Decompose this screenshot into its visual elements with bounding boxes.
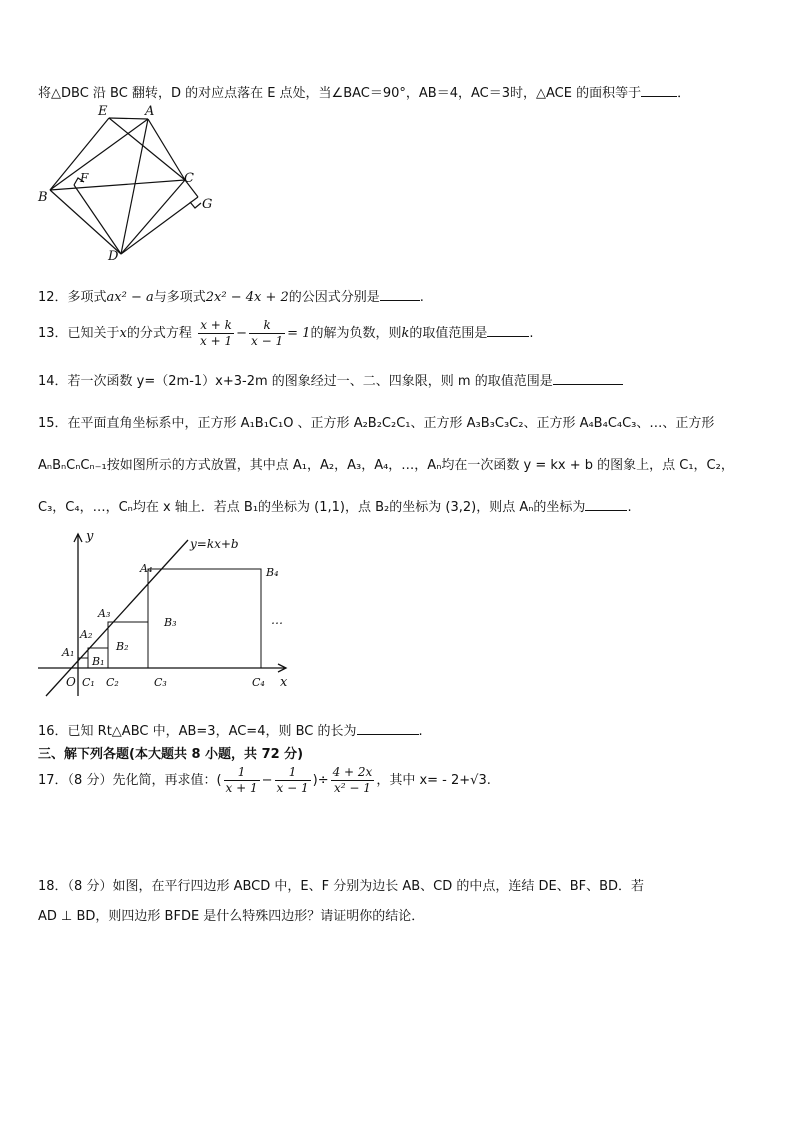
q14-text: 14．若一次函数 y=（2m-1）x+3-2m 的图象经过一、二、四象限，则 m 的取值范围是 xyxy=(38,374,553,389)
q18-text-1: 18．（8 分）如图，在平行四边形 ABCD 中，E、F 分别为边长 AB、CD 的中点，连结 DE、BF、BD．若 xyxy=(38,879,645,894)
q17-fraction-1 xyxy=(224,765,260,796)
q14-answer-blank[interactable] xyxy=(553,383,623,385)
label-b1: B₁ xyxy=(92,655,105,668)
label-b3: B₃ xyxy=(164,616,177,629)
label-origin: O xyxy=(66,675,76,689)
q11-answer-blank[interactable] xyxy=(641,95,677,97)
q13-end: . xyxy=(529,326,534,341)
segment-bd xyxy=(50,190,121,254)
q15-answer-blank[interactable] xyxy=(585,509,627,511)
q13-line xyxy=(38,318,534,349)
q13-post2: 的取值范围是 xyxy=(409,326,488,341)
label-b2: B₂ xyxy=(116,640,129,653)
q17-pre: 17．（8 分）先化简，再求值：( xyxy=(38,773,222,788)
q15-text-3: C₃，C₄，…，Cₙ均在 x 轴上．若点 B₁的坐标为 (1,1)，点 B₂的坐标为 (3,2)，则点 Aₙ的坐标为 xyxy=(38,500,586,515)
q11-text: 将△DBC 沿 BC 翻转，D 的对应点落在 E 点处，当∠BAC＝90°，AB＝4，AC＝3时，△ACE 的面积等于 xyxy=(38,86,642,101)
q17-end: . xyxy=(486,773,491,788)
label-c: C xyxy=(184,171,194,186)
q17-fraction-3-den: x² − 1 xyxy=(334,781,371,795)
q13-fraction-2-den: x − 1 xyxy=(251,334,284,348)
section-3-title: 三、解下列各题(本大题共 8 小题，共 72 分) xyxy=(38,747,304,762)
q13-fraction-2 xyxy=(249,318,285,349)
q13-minus: − xyxy=(236,326,248,341)
label-f: F xyxy=(80,171,89,185)
label-y: y xyxy=(86,529,94,544)
q15-line-1 xyxy=(38,412,714,431)
q11-figure xyxy=(30,102,220,270)
segment-ac xyxy=(148,119,185,180)
q12-expr1: ax² − a xyxy=(106,290,154,305)
label-c2: C₂ xyxy=(106,676,119,689)
q17-fraction-2-num: 1 xyxy=(275,765,311,781)
label-c3: C₃ xyxy=(154,676,167,689)
segment-fd xyxy=(74,185,121,254)
label-a1: A₁ xyxy=(62,646,75,659)
q17-line xyxy=(38,765,491,796)
q15-end: . xyxy=(627,500,632,515)
segment-bc xyxy=(50,180,185,190)
segment-ec xyxy=(109,118,185,180)
q14-line xyxy=(38,370,623,389)
q13-mid: 的分式方程 xyxy=(126,326,192,341)
q16-line xyxy=(38,720,423,739)
q13-eq: = 1 xyxy=(287,326,311,341)
label-line-eq: y=kx+b xyxy=(190,537,239,551)
q17-minus: − xyxy=(261,773,273,788)
label-a4: A₄ xyxy=(140,562,153,575)
q12-expr2: 2x² − 4x + 2 xyxy=(205,290,289,305)
q17-fraction-2-den: x − 1 xyxy=(276,781,309,795)
q18-line-2 xyxy=(38,905,424,924)
segment-ea xyxy=(109,118,148,119)
q17-fraction-3-num: 4 + 2x xyxy=(332,765,373,779)
q13-pre: 13．已知关于 xyxy=(38,326,120,341)
segment-cd xyxy=(121,180,185,254)
q12-answer-blank[interactable] xyxy=(380,299,420,301)
label-a2: A₂ xyxy=(80,628,93,641)
q13-fraction-1 xyxy=(198,318,234,349)
q18-text-2: AD ⊥ BD，则四边形 BFDE 是什么特殊四边形？请证明你的结论． xyxy=(38,909,425,924)
q17-fraction-2 xyxy=(275,765,311,796)
q17-sqrt: √3 xyxy=(470,773,487,788)
q17-post: ，其中 x= - 2+ xyxy=(376,773,471,788)
label-g: G xyxy=(202,197,213,212)
q15-figure xyxy=(34,528,296,698)
q15-line-3 xyxy=(38,496,632,515)
q15-line-2 xyxy=(38,454,734,473)
q12-post: 的公因式分别是 xyxy=(288,290,380,305)
q12-mid: 与多项式 xyxy=(153,290,206,305)
q13-fraction-1-num: x + k xyxy=(198,318,234,334)
q13-fraction-1-den: x + 1 xyxy=(200,334,233,348)
q16-answer-blank[interactable] xyxy=(357,733,419,735)
q17-fraction-1-num: 1 xyxy=(224,765,260,781)
label-b: B xyxy=(38,190,48,205)
q12-end: . xyxy=(419,290,424,305)
q17-fraction-3 xyxy=(331,765,375,796)
label-c4: C₄ xyxy=(252,676,265,689)
q18-line-1 xyxy=(38,875,644,894)
segment-dg xyxy=(121,197,198,254)
q15-text-1: 15．在平面直角坐标系中，正方形 A₁B₁C₁O 、正方形 A₂B₂C₂C₁、正方形 A₃B₃C₃C₂、正方形 A₄B₄C₄C₃、…、正方形 xyxy=(38,416,715,431)
label-e: E xyxy=(98,104,108,119)
label-x: x xyxy=(280,675,288,690)
q13-post: 的解为负数，则 xyxy=(310,326,402,341)
label-a: A xyxy=(145,104,155,119)
q12-line xyxy=(38,286,424,305)
label-b4: B₄ xyxy=(266,566,279,579)
q17-fraction-1-den: x + 1 xyxy=(225,781,258,795)
q13-answer-blank[interactable] xyxy=(487,335,529,337)
q13-var-k: k xyxy=(401,326,410,341)
q16-text: 16．已知 Rt△ABC 中，AB=3，AC=4，则 BC 的长为 xyxy=(38,724,357,739)
q13-var-x: x xyxy=(119,326,127,341)
q17-div: )÷ xyxy=(312,773,329,788)
right-angle-g xyxy=(190,202,201,208)
label-ellipsis: … xyxy=(271,613,283,627)
q12-pre: 12．多项式 xyxy=(38,290,107,305)
q11-text-line xyxy=(38,82,690,101)
q11-end: ． xyxy=(677,86,691,101)
label-d: D xyxy=(108,249,119,264)
q13-fraction-2-num: k xyxy=(249,318,285,334)
q16-end: . xyxy=(418,724,423,739)
label-c1: C₁ xyxy=(82,676,95,689)
q15-text-2: AₙBₙCₙCₙ₋₁按如图所示的方式放置，其中点 A₁，A₂，A₃，A₄，…，Aₙ均在一次函数 y = kx + b 的图象上，点 C₁，C₂， xyxy=(38,458,734,473)
label-a3: A₃ xyxy=(98,607,111,620)
